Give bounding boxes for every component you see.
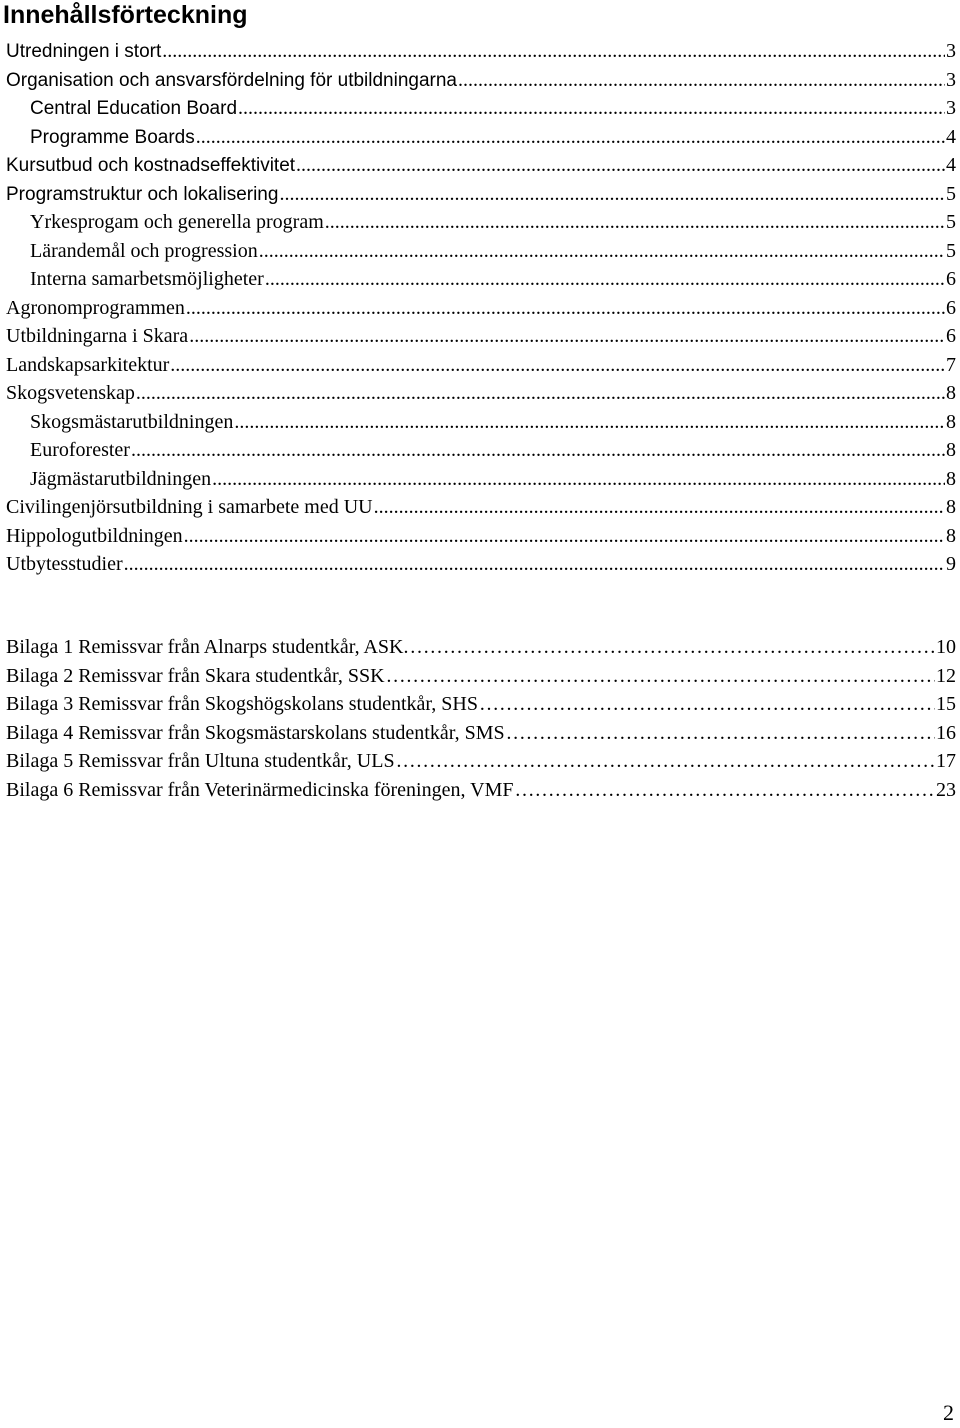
appendix-entry[interactable] — [6, 662, 956, 691]
toc-entry[interactable] — [6, 151, 956, 180]
toc-entry-title: Skogsvetenskap — [6, 382, 135, 404]
dot-leader — [514, 776, 935, 805]
toc-entry-title: Interna samarbetsmöjligheter — [30, 268, 264, 290]
toc-entry-page: 6 — [946, 268, 956, 290]
dot-leader — [234, 408, 945, 437]
toc-entry-title: Utbytesstudier — [6, 553, 123, 575]
dot-leader — [184, 522, 945, 551]
appendix-entry[interactable] — [6, 776, 956, 805]
toc-entry-page: 8 — [946, 524, 956, 547]
appendix-entry[interactable] — [6, 747, 956, 776]
appendix-entry-title: Bilaga 6 Remissvar från Veterinärmedicinska föreningen, VMF — [6, 778, 514, 801]
dot-leader — [189, 322, 945, 351]
toc-entry[interactable] — [6, 123, 956, 152]
toc-list — [6, 37, 956, 579]
dot-leader — [409, 633, 935, 662]
dot-leader — [259, 237, 945, 266]
dot-leader — [131, 436, 945, 465]
dot-leader — [265, 265, 945, 294]
toc-entry[interactable] — [6, 550, 956, 579]
toc-entry[interactable] — [6, 408, 956, 437]
toc-entry-page: 6 — [946, 296, 956, 319]
toc-entry-title: Agronomprogrammen — [6, 296, 185, 319]
toc-entry-title: Hippologutbildningen — [6, 524, 183, 547]
appendix-entry[interactable] — [6, 633, 956, 662]
toc-entry-page: 8 — [946, 410, 956, 433]
toc-entry[interactable] — [6, 322, 956, 351]
toc-entry-title: Utbildningarna i Skara — [6, 325, 189, 347]
appendix-entry-title: Bilaga 1 Remissvar från Alnarps studentkår, ASK. — [6, 636, 409, 658]
dot-leader — [458, 66, 945, 95]
toc-entry-title: Programme Boards — [30, 126, 195, 148]
toc-entry[interactable] — [6, 94, 956, 123]
dot-leader — [170, 351, 945, 380]
toc-entry-page: 7 — [946, 353, 956, 376]
appendix-entry-page: 10 — [936, 636, 956, 658]
toc-entry-page: 6 — [946, 325, 956, 347]
toc-heading: Innehållsförteckning — [3, 1, 248, 29]
toc-entry-title: Programstruktur och lokalisering — [6, 183, 279, 205]
toc-entry[interactable] — [6, 465, 956, 494]
appendix-entry-title: Bilaga 3 Remissvar från Skogshögskolans studentkår, SHS — [6, 693, 478, 715]
toc-entry-title: Organisation och ansvarsfördelning för utbildningarna — [6, 69, 457, 91]
appendix-entry[interactable] — [6, 719, 956, 748]
toc-entry-title: Jägmästarutbildningen — [30, 467, 212, 490]
toc-entry[interactable] — [6, 237, 956, 266]
toc-entry-page: 8 — [946, 467, 956, 490]
toc-entry-title: Central Education Board — [30, 98, 238, 119]
toc-entry-title: Civilingenjörsutbildning i samarbete med UU — [6, 496, 373, 518]
toc-entry[interactable] — [6, 379, 956, 408]
toc-entry[interactable] — [6, 37, 956, 66]
toc-entry-page: 8 — [946, 382, 956, 404]
appendix-entry-title: Bilaga 2 Remissvar från Skara studentkår, SSK — [6, 664, 385, 687]
dot-leader — [279, 180, 945, 209]
page-number: 2 — [943, 1400, 954, 1425]
toc-entry-title: Yrkesprogam och generella program — [30, 211, 324, 233]
toc-entry[interactable] — [6, 522, 956, 551]
appendix-entry-page: 12 — [936, 664, 956, 687]
toc-entry[interactable] — [6, 66, 956, 95]
toc-entry-title: Euroforester — [30, 439, 130, 461]
toc-entry-title: Kursutbud och kostnadseffektivitet — [6, 155, 296, 176]
toc-entry-page: 8 — [946, 439, 956, 461]
toc-entry[interactable] — [6, 180, 956, 209]
toc-entry-page: 5 — [946, 182, 956, 205]
dot-leader — [186, 294, 945, 323]
dot-leader — [196, 123, 945, 152]
toc-entry-title: Skogsmästarutbildningen — [30, 410, 234, 433]
dot-leader — [374, 493, 945, 522]
toc-entry-title: Utredningen i stort — [6, 41, 162, 62]
appendix-entry[interactable] — [6, 690, 956, 719]
dot-leader — [124, 550, 945, 579]
appendix-entry-title: Bilaga 5 Remissvar från Ultuna studentkår, ULS — [6, 750, 395, 772]
appendix-list — [6, 633, 956, 804]
toc-entry[interactable] — [6, 351, 956, 380]
appendix-entry-page: 17 — [936, 750, 956, 772]
toc-entry-page: 4 — [946, 154, 956, 176]
dot-leader — [212, 465, 945, 494]
toc-entry-page: 5 — [946, 211, 956, 233]
toc-entry-page: 8 — [946, 496, 956, 518]
toc-entry[interactable] — [6, 265, 956, 294]
toc-entry-page: 9 — [946, 553, 956, 575]
toc-entry-page: 3 — [946, 97, 956, 119]
appendix-entry-page: 15 — [936, 693, 956, 715]
toc-entry-page: 5 — [946, 239, 956, 262]
dot-leader — [396, 747, 935, 776]
appendix-entry-page: 16 — [936, 721, 956, 744]
toc-entry-title: Landskapsarkitektur — [6, 353, 170, 376]
toc-entry[interactable] — [6, 493, 956, 522]
dot-leader — [479, 690, 935, 719]
appendix-entry-page: 23 — [936, 778, 956, 801]
dot-leader — [238, 94, 945, 123]
toc-entry[interactable] — [6, 208, 956, 237]
dot-leader — [136, 379, 945, 408]
toc-entry-page: 3 — [946, 68, 956, 91]
toc-entry-title: Lärandemål och progression — [30, 239, 258, 262]
toc-entry-page: 3 — [946, 40, 956, 62]
dot-leader — [296, 151, 945, 180]
dot-leader — [325, 208, 945, 237]
dot-leader — [506, 719, 935, 748]
dot-leader — [162, 37, 945, 66]
appendix-entry-title: Bilaga 4 Remissvar från Skogsmästarskolans studentkår, SMS — [6, 721, 505, 744]
toc-entry-page: 4 — [946, 125, 956, 148]
toc-entry[interactable] — [6, 436, 956, 465]
dot-leader — [386, 662, 935, 691]
toc-entry[interactable] — [6, 294, 956, 323]
